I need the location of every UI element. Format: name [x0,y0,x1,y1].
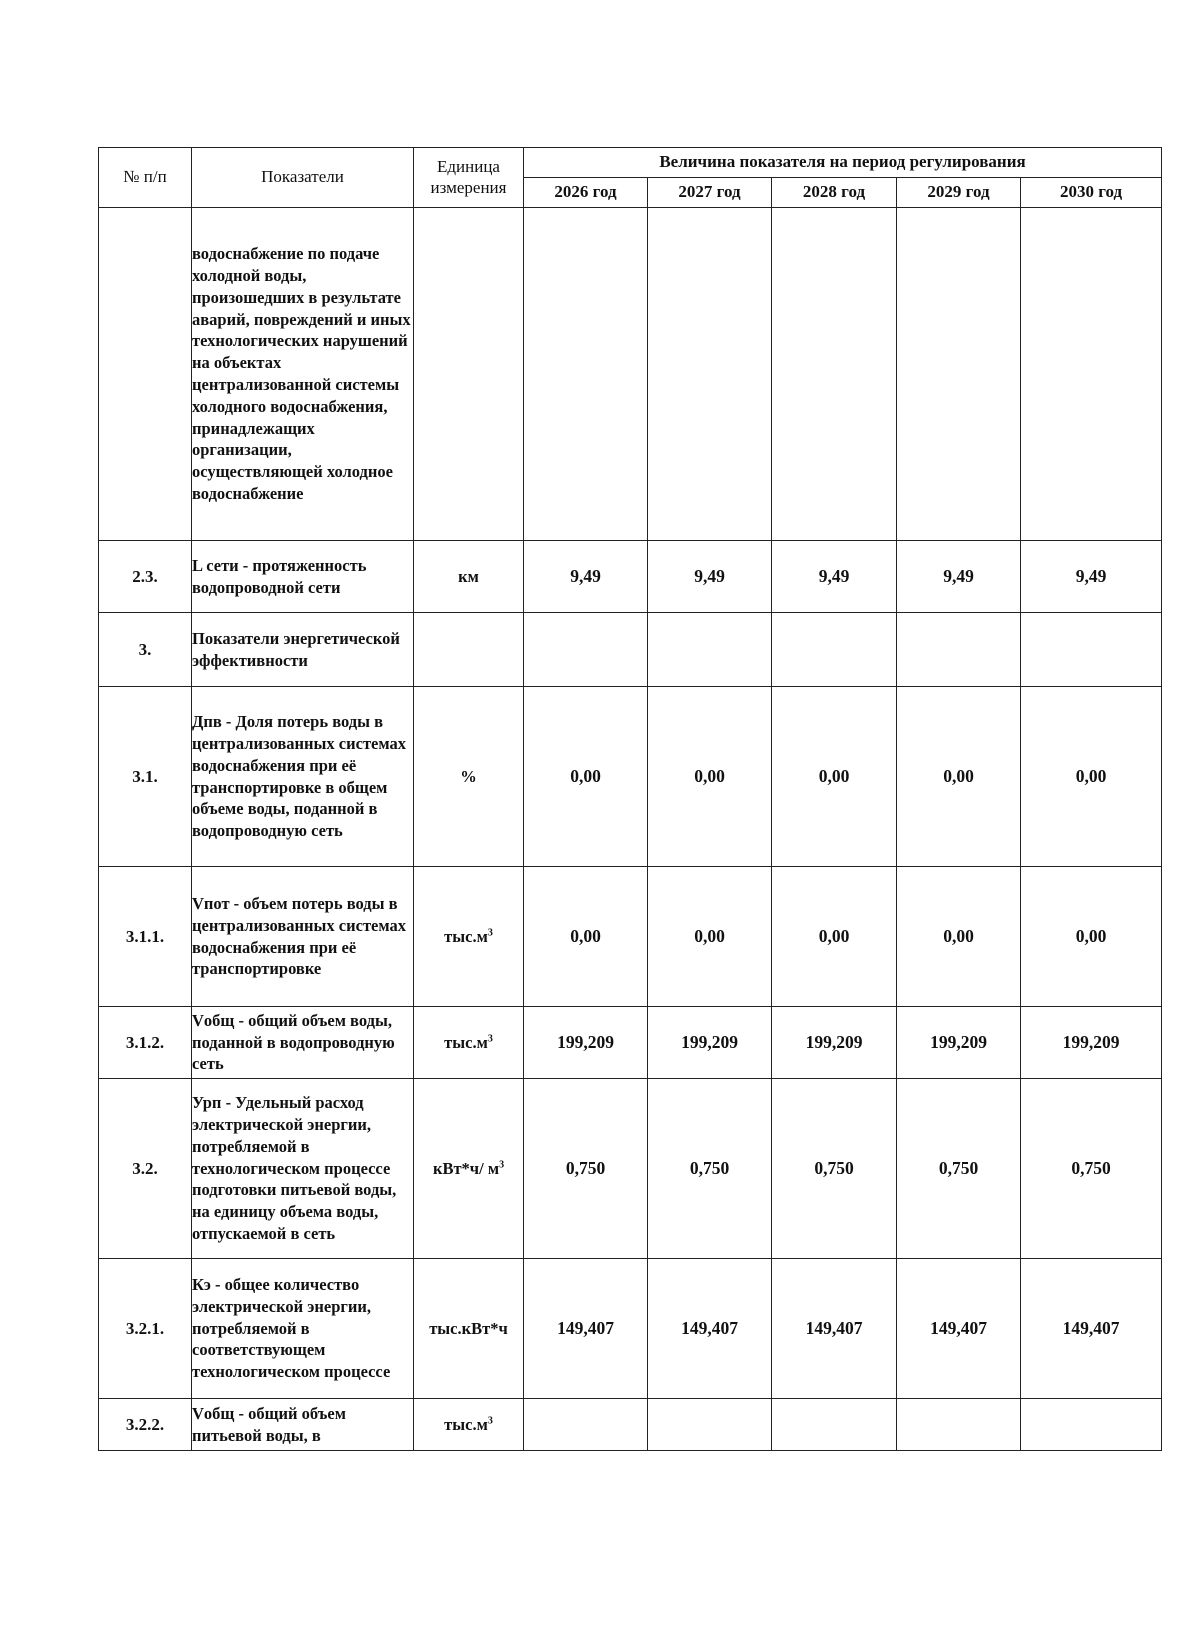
row-value [648,613,772,687]
unit-text: кВт*ч/ м [432,1158,500,1178]
row-value: 9,49 [897,541,1021,613]
row-value: 9,49 [772,541,897,613]
row-indicator-name: Vпот - объем потерь воды в централизованных системах водоснабжения при её транспортировке [192,867,414,1007]
row-indicator-name: Показатели энергетической эффективности [192,613,414,687]
unit-text: км [458,566,479,586]
row-value [1021,1399,1162,1451]
header-unit [414,148,524,208]
header-year: 2028 год [772,178,897,208]
unit-text: тыс.м [444,926,488,946]
row-unit [414,1399,524,1451]
table-body [99,208,1162,1451]
row-unit [414,1079,524,1259]
unit-exponent: 3 [487,927,493,938]
header-year: 2027 год [648,178,772,208]
row-value: 199,209 [524,1007,648,1079]
row-value [772,1399,897,1451]
row-value: 0,00 [1021,687,1162,867]
row-value [897,1399,1021,1451]
row-indicator-name: Vобщ - общий объем воды, поданной в водопроводную сеть [192,1007,414,1079]
row-number: 3. [99,613,192,687]
row-number: 3.2.1. [99,1259,192,1399]
table-row [99,1007,1162,1079]
header-year: 2026 год [524,178,648,208]
row-value [897,208,1021,541]
table-row [99,541,1162,613]
row-value: 0,00 [897,687,1021,867]
row-number: 3.1. [99,687,192,867]
table-row [99,1079,1162,1259]
row-value: 0,750 [897,1079,1021,1259]
unit-exponent: 3 [487,1415,493,1426]
header-year: 2030 год [1021,178,1162,208]
table-header [99,148,1162,208]
unit-text: % [460,766,477,786]
unit-exponent: 3 [499,1159,505,1170]
row-value [1021,208,1162,541]
row-unit [414,687,524,867]
row-value: 9,49 [524,541,648,613]
row-value: 199,209 [648,1007,772,1079]
row-indicator-name: Кэ - общее количество электрической энергии, потребляемой в соответствующем технологическом процессе [192,1259,414,1399]
row-number: 3.1.2. [99,1007,192,1079]
table-row [99,1259,1162,1399]
row-value: 0,00 [1021,867,1162,1007]
unit-exponent: 3 [487,1033,493,1044]
row-unit [414,613,524,687]
row-value [648,1399,772,1451]
row-value: 149,407 [897,1259,1021,1399]
row-value: 0,750 [524,1079,648,1259]
row-value: 0,00 [524,867,648,1007]
row-unit [414,867,524,1007]
row-value: 0,00 [524,687,648,867]
unit-text: тыс.м [444,1032,488,1052]
row-unit [414,208,524,541]
row-unit [414,1007,524,1079]
row-number [99,208,192,541]
row-value [897,613,1021,687]
unit-text: тыс.м [444,1414,488,1434]
row-value [524,208,648,541]
row-value [524,613,648,687]
header-indicators: Показатели [192,148,414,208]
row-value [1021,613,1162,687]
row-value [524,1399,648,1451]
row-value: 9,49 [648,541,772,613]
row-indicator-name: водоснабжение по подаче холодной воды, произошедших в результате аварий, повреждений и иных технологических нарушений на объектах централизованной системы холодного водоснабжения, принадлежащих организации, осуществляющей холодное водоснабжение [192,208,414,541]
row-number: 3.2. [99,1079,192,1259]
row-value: 0,750 [1021,1079,1162,1259]
row-value: 199,209 [897,1007,1021,1079]
row-number: 3.2.2. [99,1399,192,1451]
row-indicator-name: Vобщ - общий объем питьевой воды, в [192,1399,414,1451]
row-value: 0,00 [772,867,897,1007]
header-group: Величина показателя на период регулирования [524,148,1162,178]
row-number: 2.3. [99,541,192,613]
row-value [648,208,772,541]
row-value [772,613,897,687]
row-value: 9,49 [1021,541,1162,613]
table-row [99,687,1162,867]
table-row [99,613,1162,687]
row-value: 0,00 [648,867,772,1007]
row-value: 199,209 [1021,1007,1162,1079]
unit-text: тыс.кВт*ч [429,1318,508,1338]
row-indicator-name: Дпв - Доля потерь воды в централизованных системах водоснабжения при её транспортировке в общем объеме воды, поданной в водопроводную сеть [192,687,414,867]
indicators-table [98,147,1162,1451]
row-unit [414,541,524,613]
row-value: 0,00 [772,687,897,867]
row-value: 149,407 [648,1259,772,1399]
row-value: 0,00 [897,867,1021,1007]
row-value: 149,407 [524,1259,648,1399]
header-year: 2029 год [897,178,1021,208]
table-row [99,208,1162,541]
table-row [99,1399,1162,1451]
table-row [99,867,1162,1007]
header-unit-line1: Единица [437,157,500,177]
row-value: 199,209 [772,1007,897,1079]
row-value: 149,407 [1021,1259,1162,1399]
row-unit [414,1259,524,1399]
row-indicator-name: Урп - Удельный расход электрической энергии, потребляемой в технологическом процессе подготовки питьевой воды, на единицу объема воды, отпускаемой в сеть [192,1079,414,1259]
header-unit-line2: измерения [430,177,507,197]
row-number: 3.1.1. [99,867,192,1007]
header-number: № п/п [99,148,192,208]
row-value: 0,750 [648,1079,772,1259]
row-indicator-name: L сети - протяженность водопроводной сети [192,541,414,613]
row-value [772,208,897,541]
row-value: 0,00 [648,687,772,867]
row-value: 0,750 [772,1079,897,1259]
row-value: 149,407 [772,1259,897,1399]
